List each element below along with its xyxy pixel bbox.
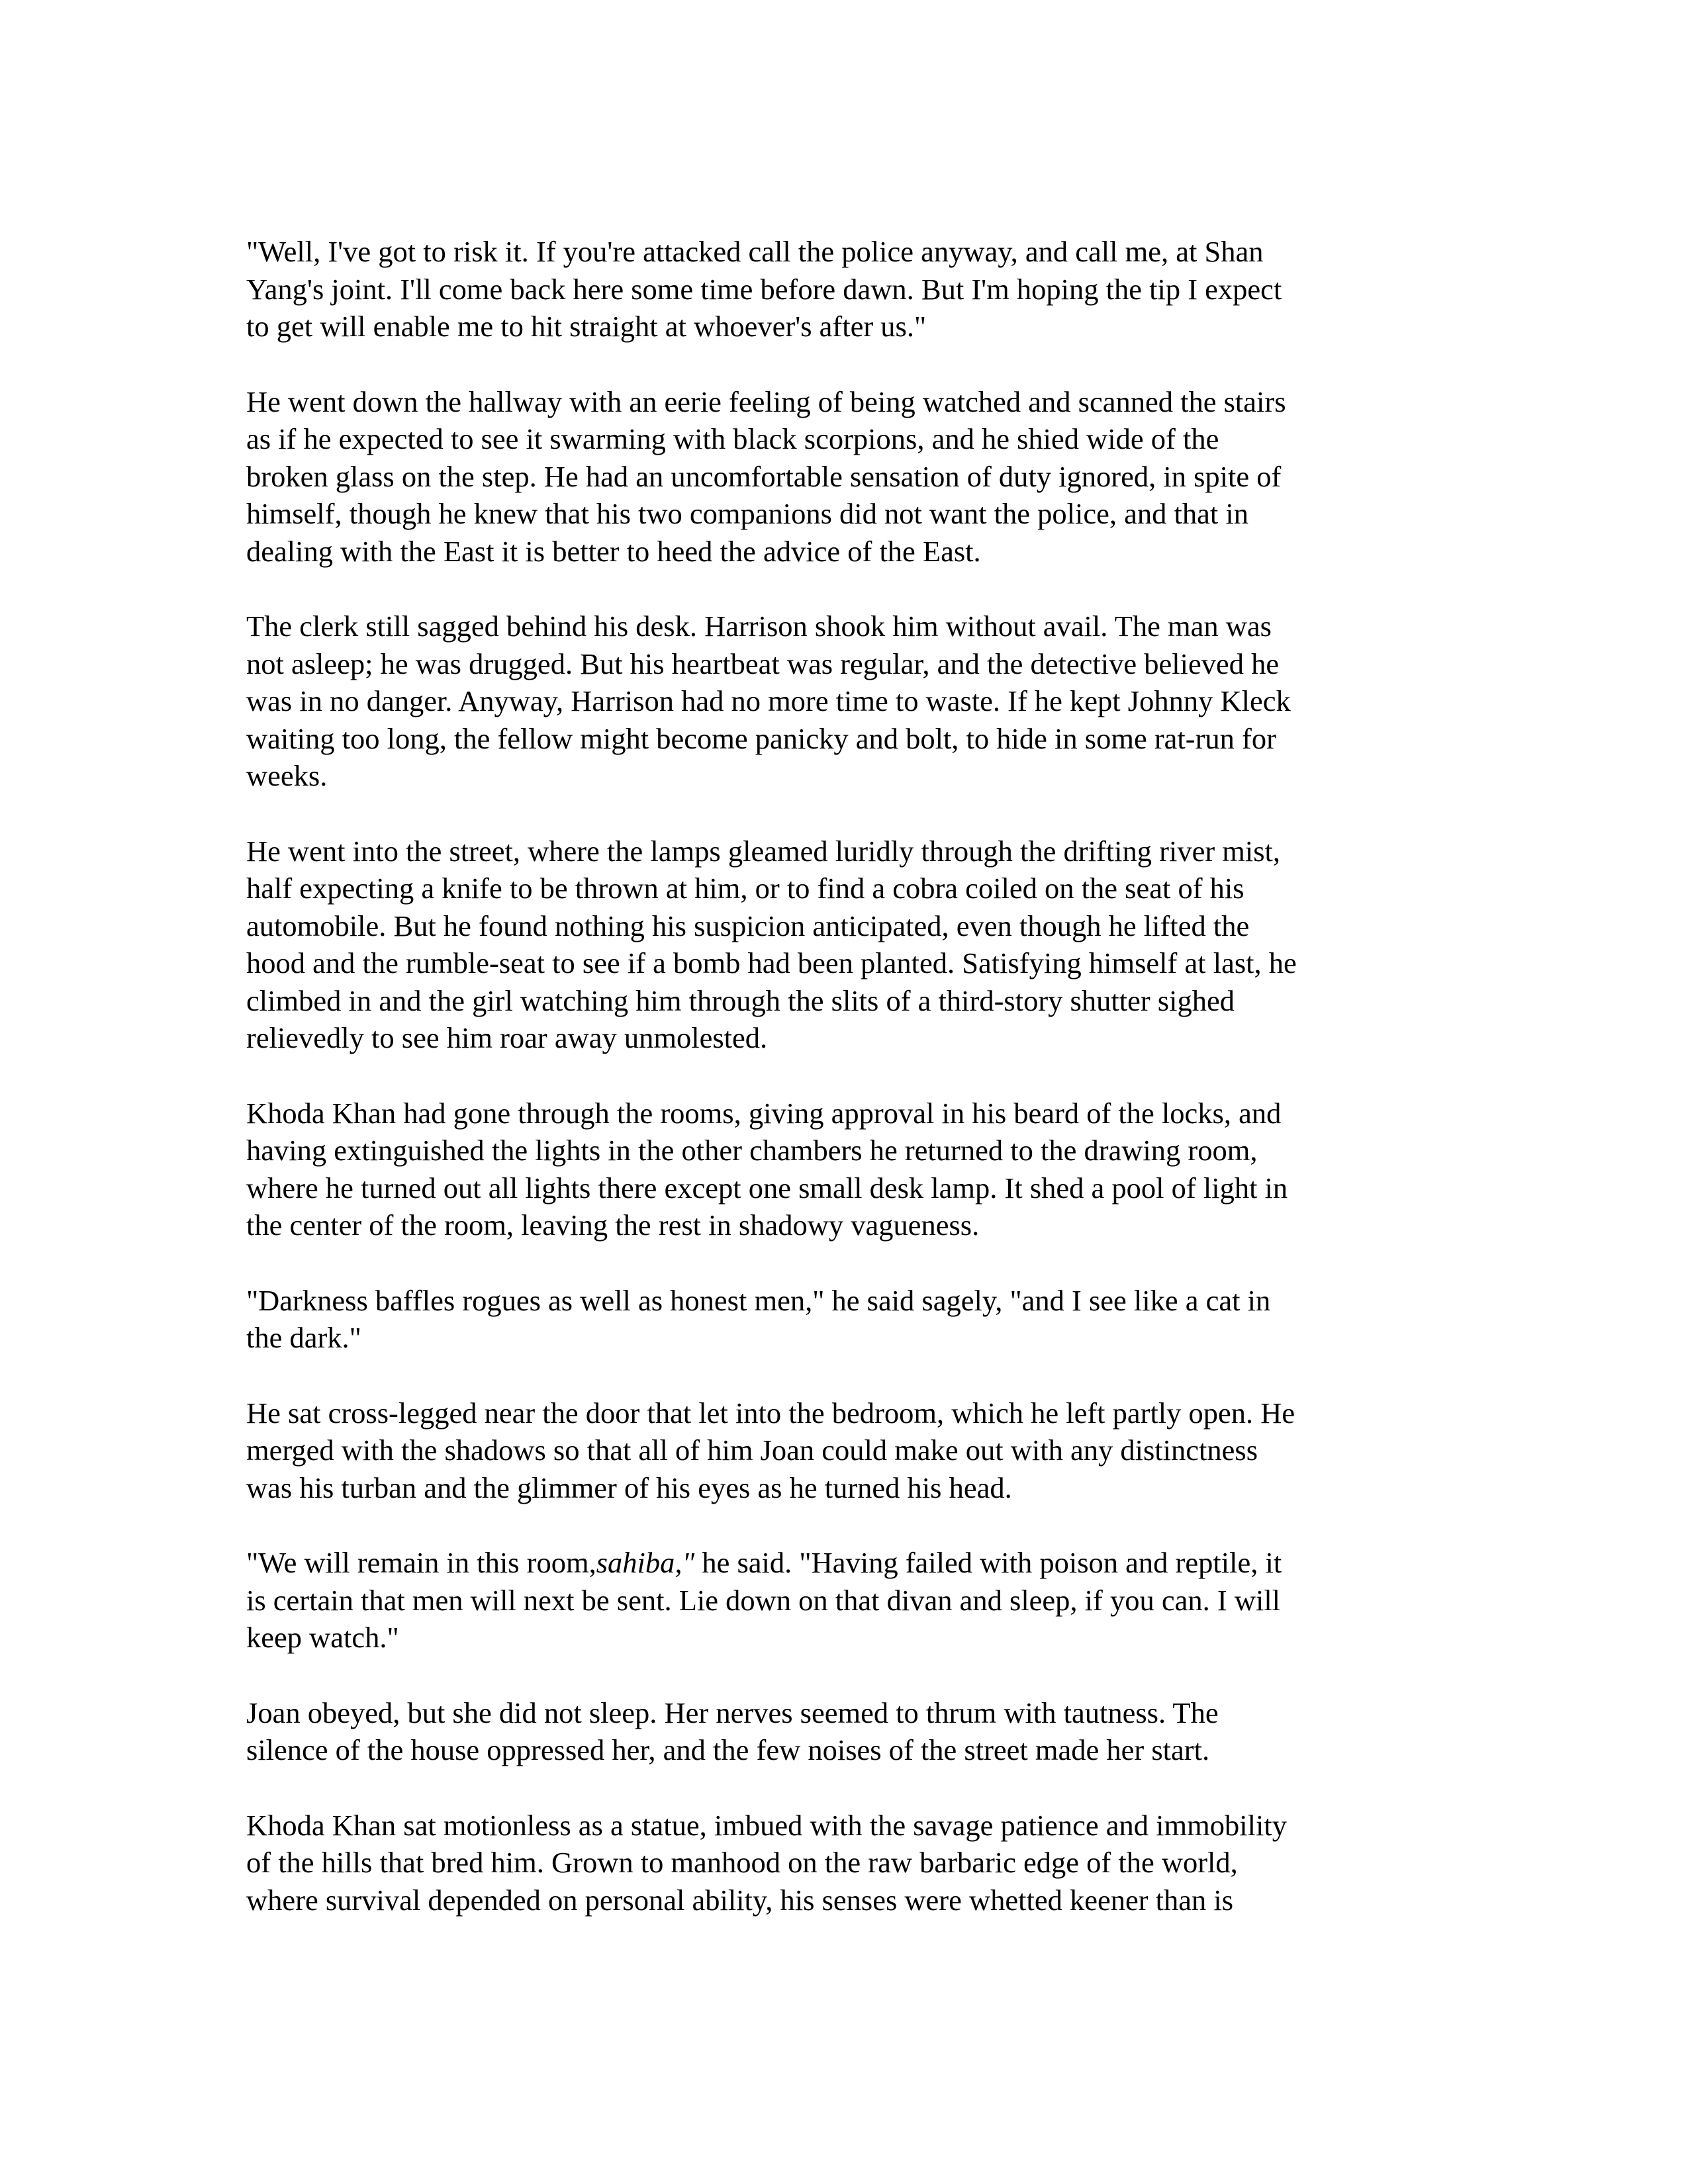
paragraph-8 — [246, 1544, 1444, 1657]
paragraph-6: "Darkness baffles rogues as well as honest men," he said sagely, "and I see like a cat in the dark." — [246, 1283, 1271, 1354]
paragraph-9: Joan obeyed, but she did not sleep. Her nerves seemed to thrum with tautness. The silence of the house oppressed her, and the few noises of the street made her start. — [246, 1696, 1219, 1766]
paragraph-4: He went into the street, where the lamps gleamed luridly through the drifting river mist, half expecting a knife to be thrown at him, or to find a cobra coiled on the seat of his automobile. But he found nothing his suspicion anticipated, even though he lifted the hood and the rumble-seat to see if a bomb had been planted. Satisfying himself at last, he climbed in and the girl watching him through the slits of a third-story shutter sighed relievedly to see him roar away unmolested. — [246, 834, 1297, 1054]
paragraph-2: He went down the hallway with an eerie feeling of being watched and scanned the stairs as if he expected to see it swarming with black scorpions, and he shied wide of the broken glass on the step. He had an uncomfortable sensation of duty ignored, in spite of himself, though he knew that his two companions did not want the police, and that in dealing with the East it is better to heed the advice of the East. — [246, 385, 1286, 568]
paragraph-8-emphasis: sahiba," — [596, 1546, 695, 1579]
paragraph-8-before: "We will remain in this room, — [246, 1546, 596, 1579]
paragraph-7: He sat cross-legged near the door that let into the bedroom, which he left partly open. He merged with the shadows so that all of him Joan could make out with any distinctness was his turban and the glimmer of his eyes as he turned his head. — [246, 1396, 1295, 1504]
document-page — [246, 233, 1444, 1919]
paragraph-3: The clerk still sagged behind his desk. Harrison shook him without avail. The man was not asleep; he was drugged. But his heartbeat was regular, and the detective believed he was in no danger. Anyway, Harrison had no more time to waste. If he kept Johnny Kleck waiting too long, the fellow might become panicky and bolt, to hide in some rat-run for weeks. — [246, 610, 1291, 792]
paragraph-8-after: he said. "Having failed with poison and reptile, it is certain that men will next be sent. Lie down on that divan and sleep, if you can. I will keep watch." — [246, 1546, 1282, 1654]
paragraph-10: Khoda Khan sat motionless as a statue, imbued with the savage patience and immobility of the hills that bred him. Grown to manhood on the raw barbaric edge of the world, where survival depended on personal ability, his senses were whetted keener than is — [246, 1808, 1287, 1917]
paragraph-1: "Well, I've got to risk it. If you're attacked call the police anyway, and call me, at Shan Yang's joint. I'll come back here some time before dawn. But I'm hoping the tip I expect to get will enable me to hit straight at whoever's after us." — [246, 235, 1282, 343]
paragraph-5: Khoda Khan had gone through the rooms, giving approval in his beard of the locks, and having extinguished the lights in the other chambers he returned to the drawing room, where he turned out all lights there except one small desk lamp. It shed a pool of light in the center of the room, leaving the rest in shadowy vagueness. — [246, 1096, 1288, 1242]
